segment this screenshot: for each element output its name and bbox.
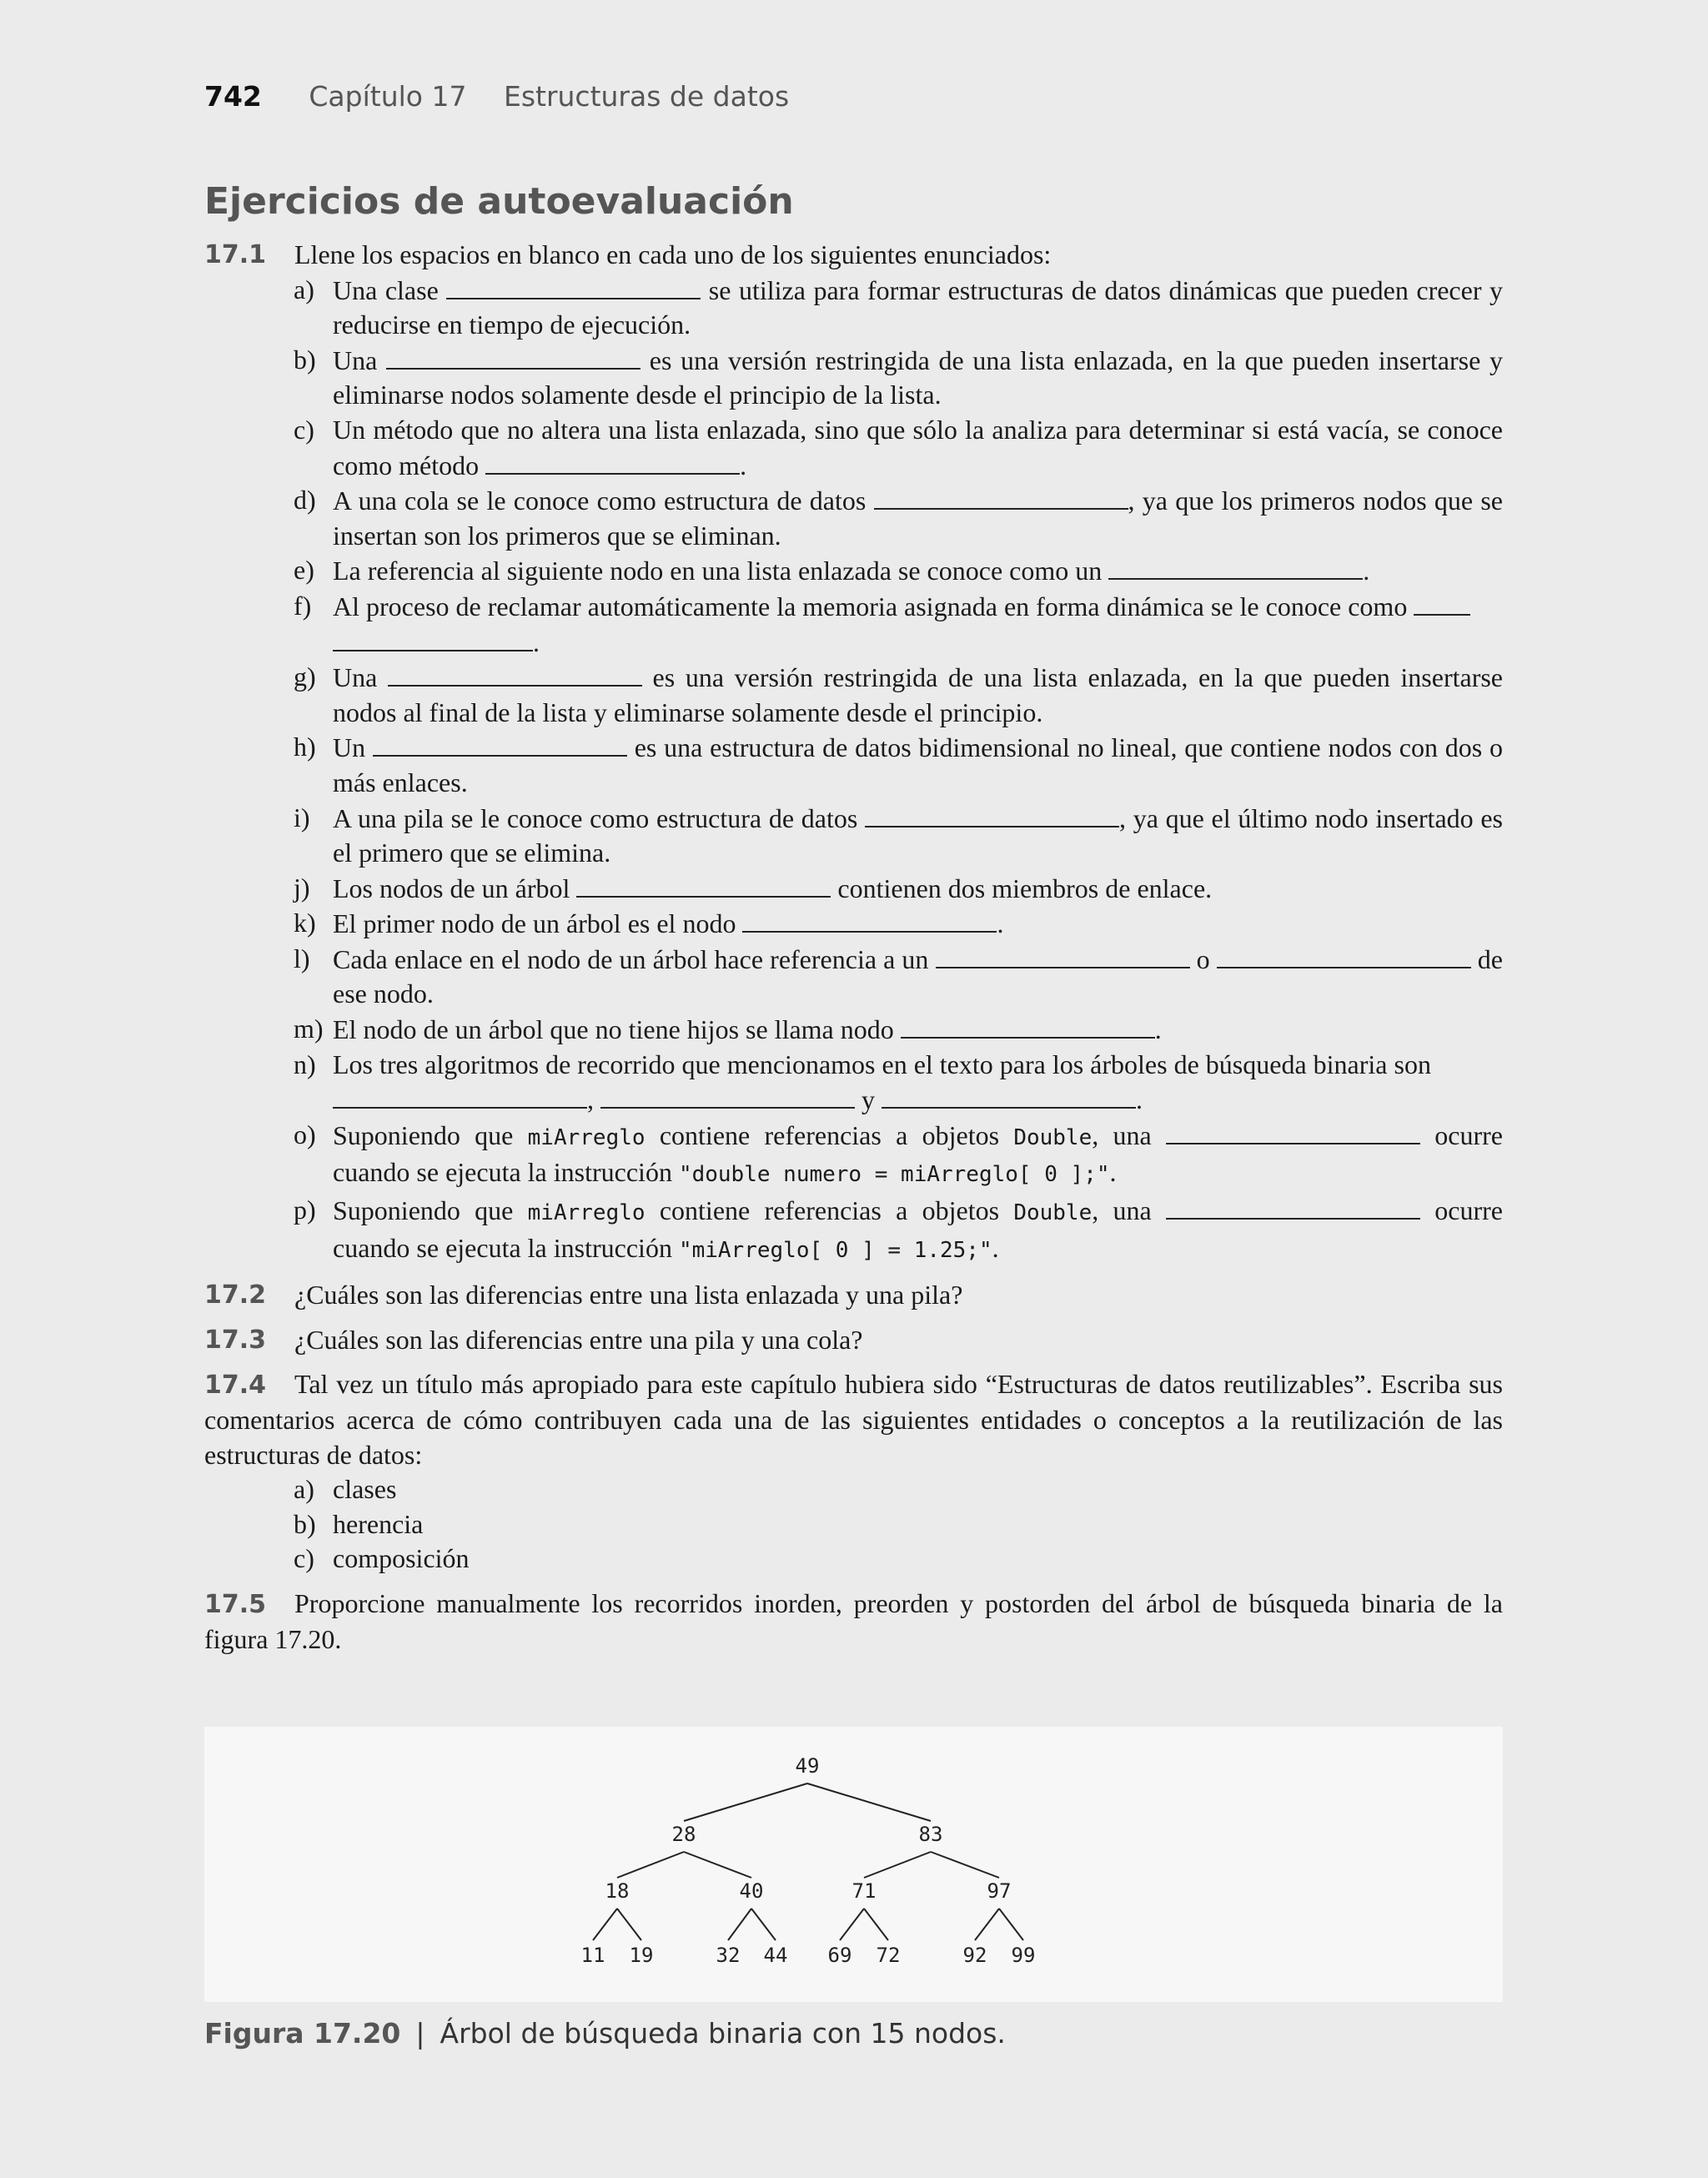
tree-node: 69 <box>827 1944 852 1967</box>
item-text: o <box>1189 943 1217 974</box>
item-text: , una <box>1092 1195 1166 1226</box>
tree-node: 72 <box>876 1944 901 1967</box>
figure-number: Figura 17.20 <box>204 2017 401 2050</box>
running-head <box>204 80 789 113</box>
item-label: f) <box>294 590 312 621</box>
fill-in-list <box>204 273 1503 1269</box>
chapter-number: Capítulo 17 <box>309 80 467 113</box>
answer-blank[interactable] <box>485 448 740 475</box>
item-text: de ese nodo. <box>333 943 1503 1009</box>
item-text: , ya que el último nodo insertado es el primero que se elimina. <box>333 802 1504 868</box>
answer-blank[interactable] <box>333 1082 587 1109</box>
item-text: , una <box>1092 1119 1166 1150</box>
exercise-text: ¿Cuáles son las diferencias entre una pila y una cola? <box>294 1324 863 1355</box>
list-item <box>294 1472 1503 1507</box>
item-text: Un <box>333 732 373 763</box>
item-text: . <box>992 1232 999 1263</box>
item-label: c) <box>294 414 314 445</box>
item-text: Suponiendo que <box>333 1119 528 1150</box>
exercise-intro: Llene los espacios en blanco en cada uno de los siguientes enunciados: <box>294 239 1052 269</box>
code-text: miArreglo <box>527 1124 646 1150</box>
item-text: . <box>1109 1157 1117 1188</box>
list-item <box>294 343 1503 413</box>
tree-edge <box>864 1852 931 1878</box>
item-label: i) <box>294 802 310 832</box>
tree-node: 11 <box>580 1944 605 1967</box>
item-text: Una clase <box>333 274 447 305</box>
answer-blank[interactable] <box>874 483 1128 510</box>
item-text: es una estructura de datos bidimensional no lineal, que contiene nodos con dos o más enlaces. <box>333 732 1504 797</box>
item-text: herencia <box>333 1508 424 1539</box>
item-label: l) <box>294 943 310 973</box>
tree-edge <box>617 1852 684 1878</box>
tree-node: 18 <box>605 1879 630 1903</box>
item-label: e) <box>294 555 314 586</box>
item-text: Los tres algoritmos de recorrido que mencionamos en el texto para los árboles de búsqueda binaria son <box>333 1049 1431 1079</box>
answer-blank[interactable] <box>446 273 701 299</box>
code-text: miArreglo <box>527 1200 646 1226</box>
item-text: La referencia al siguiente nodo en una lista enlazada se conoce como un <box>333 556 1109 586</box>
answer-blank[interactable] <box>600 1082 855 1109</box>
tree-node: 92 <box>962 1944 987 1967</box>
tree-edge <box>864 1909 888 1940</box>
answer-blank[interactable] <box>576 871 831 898</box>
item-label: o) <box>294 1119 316 1149</box>
answer-blank[interactable] <box>1414 589 1470 616</box>
list-item <box>294 1542 1503 1577</box>
answer-blank[interactable] <box>901 1012 1155 1039</box>
item-text: El nodo de un árbol que no tiene hijos se llama nodo <box>333 1014 901 1045</box>
exercise-number: 17.2 <box>204 1280 267 1310</box>
list-item <box>294 553 1503 589</box>
answer-blank[interactable] <box>882 1082 1136 1109</box>
list-item <box>294 730 1503 800</box>
item-label: p) <box>294 1195 316 1225</box>
exercise-number: 17.1 <box>204 240 267 269</box>
tree-node: 32 <box>716 1944 741 1967</box>
item-label: d) <box>294 485 316 516</box>
concept-list <box>204 1472 1503 1577</box>
exercise-number: 17.4 <box>204 1371 267 1401</box>
exercise-text: Tal vez un título más apropiado para este capítulo hubiera sido “Estructuras de datos reutilizables”. Escriba sus comentarios acerca de cómo contribuyen cada una de las siguientes entidades o conceptos a la reutilización de las estructuras de datos: <box>204 1369 1503 1470</box>
item-label: b) <box>294 1508 316 1539</box>
tree-node: 44 <box>763 1944 788 1967</box>
item-text: . <box>740 450 747 480</box>
code-text: "miArreglo[ 0 ] = 1.25;" <box>678 1237 992 1263</box>
code-text: "double numero = miArreglo[ 0 ];" <box>678 1162 1110 1188</box>
item-text: es una versión restringida de una lista enlazada, en la que pueden insertarse y eliminarse nodos solamente desde el principio de la lista. <box>333 345 1504 410</box>
tree-edge <box>807 1783 931 1821</box>
answer-blank[interactable] <box>1166 1193 1420 1220</box>
exercise-17-5 <box>204 1587 1503 1657</box>
list-item <box>294 413 1503 483</box>
answer-blank[interactable] <box>1217 942 1471 968</box>
item-text: es una versión restringida de una lista enlazada, en la que pueden insertarse nodos al final de la lista y eliminarse solamente desde el principio. <box>333 662 1504 727</box>
list-item <box>294 942 1503 1012</box>
list-item <box>294 906 1503 942</box>
answer-blank[interactable] <box>1166 1118 1420 1144</box>
item-text: El primer nodo de un árbol es el nodo <box>333 908 743 939</box>
exercise-17-4 <box>204 1367 1503 1472</box>
item-text: . <box>1154 1014 1162 1045</box>
answer-blank[interactable] <box>865 801 1119 827</box>
item-label: j) <box>294 872 310 903</box>
list-item <box>294 871 1503 907</box>
tree-node: 97 <box>987 1879 1012 1903</box>
item-text: contiene referencias a objetos <box>645 1195 1014 1226</box>
item-text: A una cola se le conoce como estructura de datos <box>333 485 874 516</box>
tree-edge <box>975 1909 999 1940</box>
item-label: g) <box>294 661 316 692</box>
tree-node: 40 <box>739 1879 764 1903</box>
answer-blank[interactable] <box>373 730 627 757</box>
code-text: Double <box>1013 1124 1093 1150</box>
item-text: . <box>1363 556 1370 586</box>
section-title: Ejercicios de autoevaluación <box>204 180 794 223</box>
tree-node: 99 <box>1011 1944 1036 1967</box>
list-item <box>294 1193 1503 1268</box>
tree-edge <box>840 1909 864 1940</box>
exercise-number: 17.3 <box>204 1325 267 1355</box>
answer-blank[interactable] <box>1108 553 1363 580</box>
caption-separator: | <box>415 2017 425 2050</box>
item-text: contienen dos miembros de enlace. <box>831 873 1213 903</box>
tree-edge <box>593 1909 617 1940</box>
item-label: h) <box>294 732 316 762</box>
list-item <box>294 589 1503 660</box>
list-item <box>294 1012 1503 1048</box>
exercise-text: Proporcione manualmente los recorridos inorden, preorden y postorden del árbol de búsqueda binaria de la figura 17.20. <box>204 1587 1503 1654</box>
tree-edge <box>999 1909 1023 1940</box>
item-label: a) <box>294 1474 314 1505</box>
tree-node: 71 <box>851 1879 877 1903</box>
exercises <box>204 238 1503 1657</box>
exercise-text: ¿Cuáles son las diferencias entre una lista enlazada y una pila? <box>294 1280 963 1310</box>
answer-blank[interactable] <box>936 942 1190 968</box>
tree-node: 19 <box>629 1944 654 1967</box>
tree-edge <box>751 1909 776 1940</box>
item-text: Una <box>333 345 387 375</box>
tree-node: 83 <box>918 1823 943 1846</box>
code-text: Double <box>1013 1200 1093 1226</box>
list-item <box>294 273 1503 343</box>
exercise-17-3 <box>204 1323 1503 1358</box>
item-text: se utiliza para formar estructuras de datos dinámicas que pueden crecer y reducirse en tiempo de ejecución. <box>333 274 1504 340</box>
item-text: Un método que no altera una lista enlazada, sino que sólo la analiza para determinar si está vacía, se conoce como método <box>333 414 1503 480</box>
list-item <box>294 1048 1503 1118</box>
item-label: b) <box>294 344 316 375</box>
item-text: contiene referencias a objetos <box>645 1119 1014 1150</box>
item-text: . <box>1136 1084 1143 1115</box>
item-text: clases <box>333 1474 397 1505</box>
list-item <box>294 1118 1503 1193</box>
item-text: composición <box>333 1543 470 1574</box>
tree-edge <box>617 1909 641 1940</box>
item-text: . <box>997 908 1004 939</box>
item-text: Suponiendo que <box>333 1195 528 1226</box>
item-text: Cada enlace en el nodo de un árbol hace referencia a un <box>333 943 936 974</box>
tree-edge <box>931 1852 999 1878</box>
list-item <box>294 1507 1503 1542</box>
list-item <box>294 483 1503 553</box>
answer-blank[interactable] <box>742 906 997 933</box>
list-item <box>294 801 1503 871</box>
binary-search-tree <box>204 1727 1503 2002</box>
exercise-17-2 <box>204 1278 1503 1313</box>
item-label: m) <box>294 1014 324 1044</box>
answer-blank[interactable] <box>388 660 642 687</box>
answer-blank[interactable] <box>333 625 533 651</box>
figure-panel <box>204 1727 1503 2002</box>
item-label: c) <box>294 1543 314 1574</box>
answer-blank[interactable] <box>386 343 640 370</box>
tree-edge <box>728 1909 751 1940</box>
item-label: k) <box>294 908 316 938</box>
caption-text: Árbol de búsqueda binaria con 15 nodos. <box>440 2017 1006 2050</box>
item-text: , ya que los primeros nodos que se insertan son los primeros que se eliminan. <box>333 485 1503 551</box>
chapter-title: Estructuras de datos <box>503 80 790 113</box>
exercise-17-1 <box>204 238 1503 273</box>
item-text: Los nodos de un árbol <box>333 873 577 903</box>
item-text: A una pila se le conoce como estructura de datos <box>333 802 866 833</box>
item-label: a) <box>294 274 314 304</box>
page-number: 742 <box>204 80 262 113</box>
item-text: Una <box>333 662 388 693</box>
list-item <box>294 660 1503 730</box>
figure-caption <box>204 2017 1006 2050</box>
tree-edge <box>684 1852 751 1878</box>
item-label: n) <box>294 1049 316 1079</box>
item-text: . <box>533 626 540 657</box>
tree-edge <box>684 1783 807 1821</box>
item-text: ocurre cuando se ejecuta la instrucción <box>333 1119 1503 1188</box>
exercise-number: 17.5 <box>204 1589 267 1619</box>
item-text: ocurre cuando se ejecuta la instrucción <box>333 1195 1503 1263</box>
tree-node: 28 <box>671 1823 696 1846</box>
item-text: Al proceso de reclamar automáticamente la memoria asignada en forma dinámica se le conoce como <box>333 591 1414 621</box>
item-text: , <box>587 1084 600 1115</box>
tree-node: 49 <box>795 1754 820 1778</box>
item-text: y <box>855 1084 882 1115</box>
